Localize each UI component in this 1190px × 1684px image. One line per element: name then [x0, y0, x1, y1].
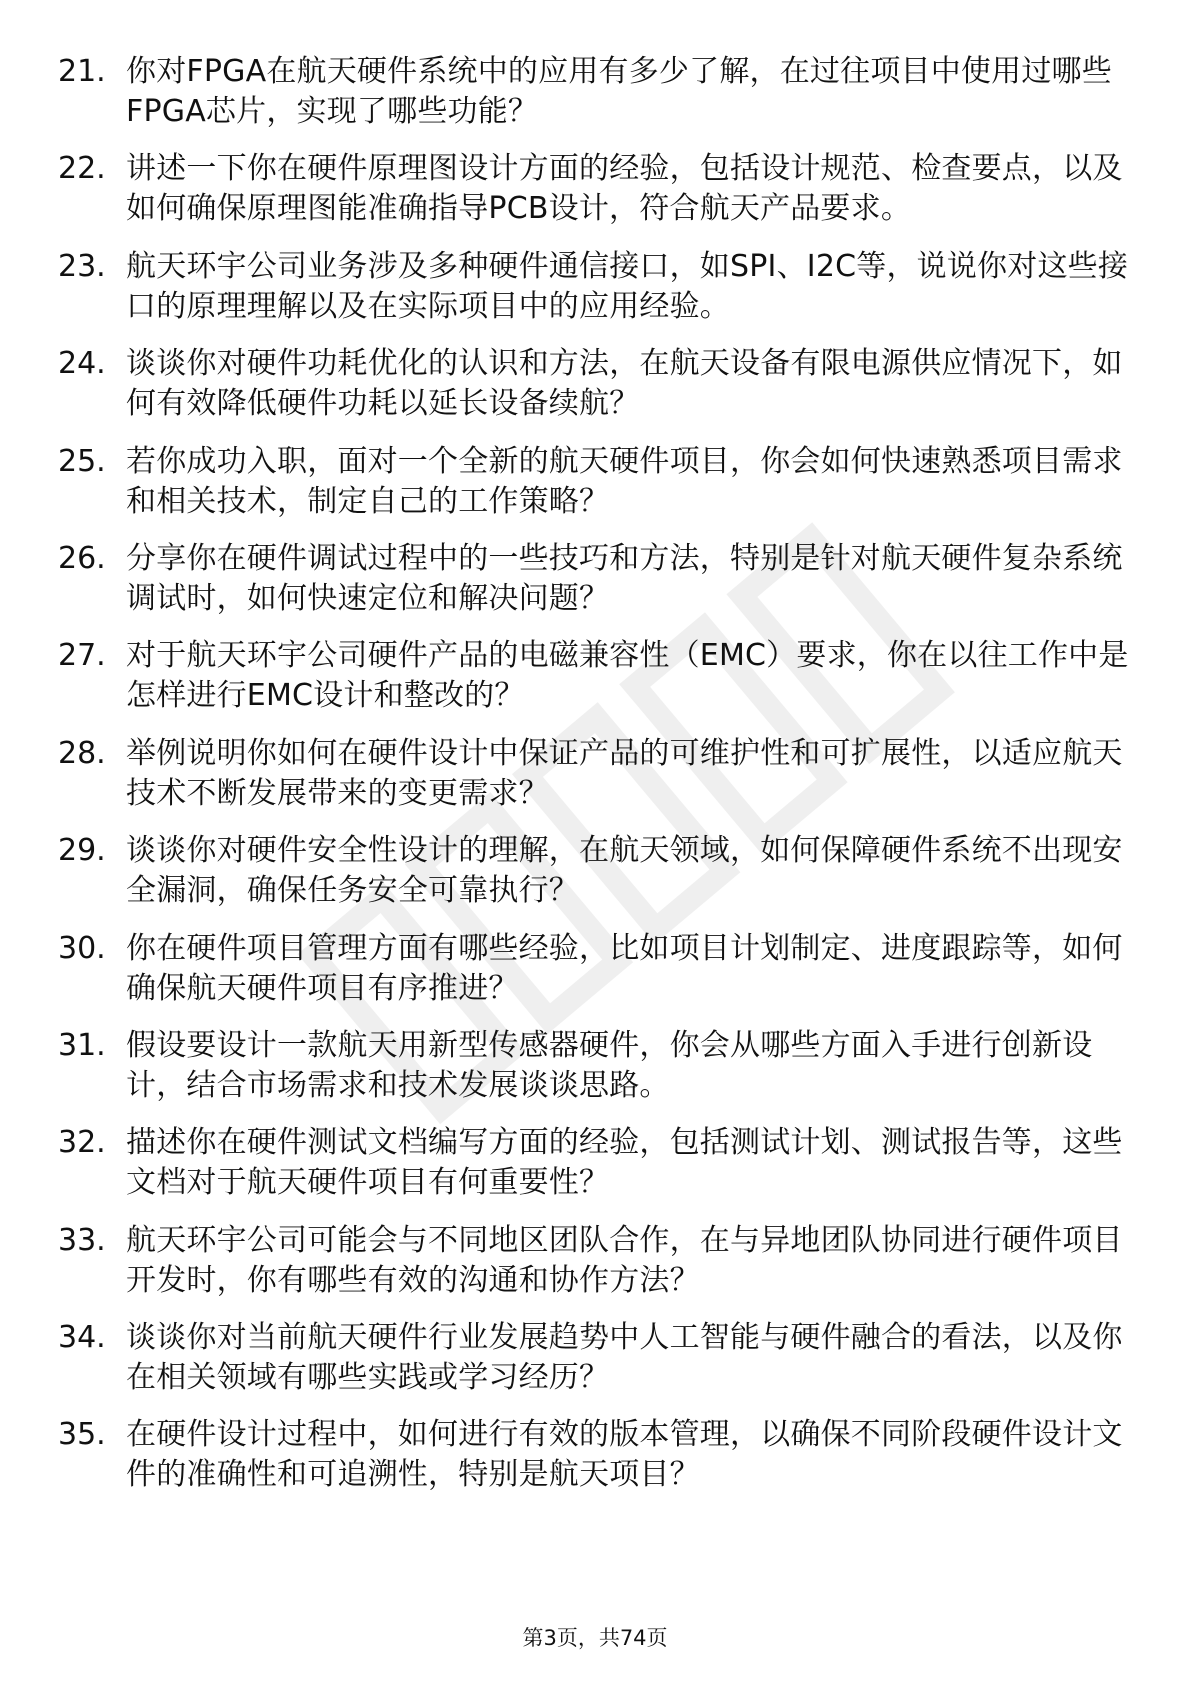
question-text: 航天环宇公司业务涉及多种硬件通信接口，如SPI、I2C等，说说你对这些接口的原理理解以及在实际项目中的应用经验。 — [126, 248, 1129, 324]
page-number-label: 第3页，共74页 — [522, 1626, 668, 1650]
question-item — [58, 149, 1138, 229]
question-text: 举例说明你如何在硬件设计中保证产品的可维护性和可扩展性，以适应航天技术不断发展带来的变更需求？ — [126, 735, 1123, 811]
question-text: 谈谈你对当前航天硬件行业发展趋势中人工智能与硬件融合的看法，以及你在相关领域有哪些实践或学习经历？ — [126, 1320, 1123, 1396]
question-number: 24. — [58, 346, 106, 382]
question-number: 26. — [58, 540, 106, 576]
question-number: 29. — [58, 833, 106, 869]
question-item — [58, 247, 1138, 327]
question-text: 你在硬件项目管理方面有哪些经验，比如项目计划制定、进度跟踪等，如何确保航天硬件项目有序推进？ — [126, 930, 1123, 1006]
question-item — [58, 1221, 1138, 1301]
question-number: 27. — [58, 638, 106, 674]
question-number: 30. — [58, 930, 106, 966]
question-number: 25. — [58, 443, 106, 479]
question-item — [58, 344, 1138, 424]
question-item — [58, 636, 1138, 716]
question-item — [58, 1318, 1138, 1398]
question-text: 描述你在硬件测试文档编写方面的经验，包括测试计划、测试报告等，这些文档对于航天硬件项目有何重要性？ — [126, 1125, 1123, 1201]
question-number: 34. — [58, 1320, 106, 1356]
question-text: 在硬件设计过程中，如何进行有效的版本管理，以确保不同阶段硬件设计文件的准确性和可追溯性，特别是航天项目？ — [126, 1417, 1123, 1493]
question-item — [58, 1415, 1138, 1495]
question-text: 若你成功入职，面对一个全新的航天硬件项目，你会如何快速熟悉项目需求和相关技术，制定自己的工作策略？ — [126, 443, 1123, 519]
question-text: 讲述一下你在硬件原理图设计方面的经验，包括设计规范、检查要点，以及如何确保原理图能准确指导PCB设计，符合航天产品要求。 — [126, 151, 1123, 227]
page-footer — [0, 1624, 1190, 1652]
question-list — [58, 52, 1138, 1513]
question-text: 谈谈你对硬件安全性设计的理解，在航天领域，如何保障硬件系统不出现安全漏洞，确保任务安全可靠执行？ — [126, 833, 1123, 909]
question-item — [58, 734, 1138, 814]
question-item — [58, 442, 1138, 522]
question-text: 航天环宇公司可能会与不同地区团队合作，在与异地团队协同进行硬件项目开发时，你有哪些有效的沟通和协作方法？ — [126, 1222, 1123, 1298]
question-text: 对于航天环宇公司硬件产品的电磁兼容性（EMC）要求，你在以往工作中是怎样进行EMC设计和整改的？ — [126, 638, 1129, 714]
question-number: 21. — [58, 54, 106, 89]
question-text: 分享你在硬件调试过程中的一些技巧和方法，特别是针对航天硬件复杂系统调试时，如何快速定位和解决问题？ — [126, 540, 1123, 616]
question-number: 28. — [58, 735, 106, 771]
question-number: 33. — [58, 1222, 106, 1258]
question-item — [58, 52, 1138, 132]
question-text: 谈谈你对硬件功耗优化的认识和方法，在航天设备有限电源供应情况下，如何有效降低硬件功耗以延长设备续航？ — [126, 346, 1123, 422]
question-text: 假设要设计一款航天用新型传感器硬件，你会从哪些方面入手进行创新设计，结合市场需求和技术发展谈谈思路。 — [126, 1027, 1093, 1103]
question-text: 你对FPGA在航天硬件系统中的应用有多少了解，在过往项目中使用过哪些FPGA芯片，实现了哪些功能？ — [126, 54, 1112, 129]
question-number: 32. — [58, 1125, 106, 1161]
question-number: 22. — [58, 151, 106, 187]
question-number: 31. — [58, 1027, 106, 1063]
question-number: 35. — [58, 1417, 106, 1453]
question-item — [58, 539, 1138, 619]
question-item — [58, 831, 1138, 911]
question-item — [58, 1123, 1138, 1203]
question-item — [58, 929, 1138, 1009]
question-number: 23. — [58, 248, 106, 284]
question-item — [58, 1026, 1138, 1106]
